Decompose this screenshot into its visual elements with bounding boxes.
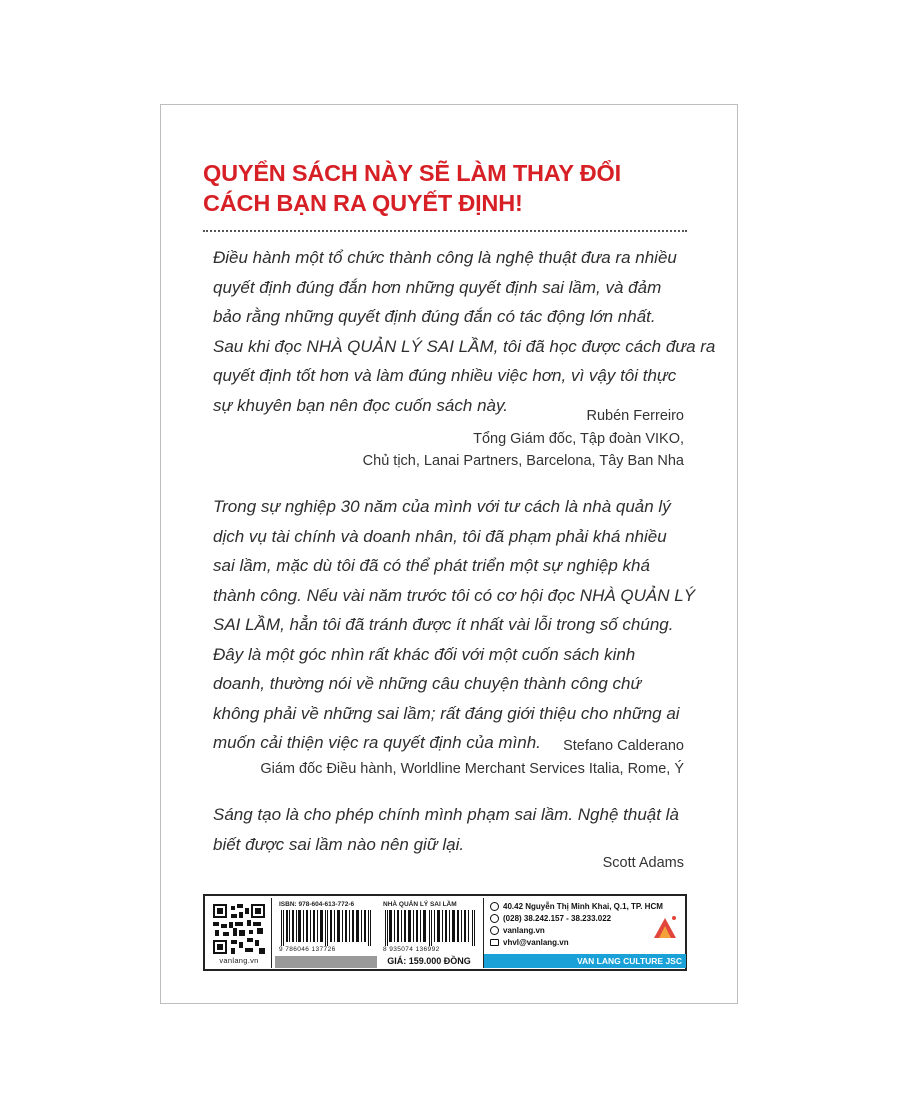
isbn-label: ISBN: 978-604-613-772-6: [279, 901, 355, 908]
qr-label: vanlang.vn: [219, 956, 259, 965]
qr-section: [207, 898, 272, 968]
quote-line: Trong sự nghiệp 30 năm của mình với tư cách là nhà quản lý: [213, 497, 671, 516]
email-row: [490, 938, 569, 947]
email-text: vhvl@vanlang.vn: [503, 938, 569, 947]
ean-barcode-icon: [383, 910, 479, 946]
quote-line: sai lầm, mặc dù tôi đã có thể phát triển một sự nghiệp khá: [213, 556, 650, 575]
quote-line: Sáng tạo là cho phép chính mình phạm sai lầm. Nghệ thuật là: [213, 805, 679, 824]
quote-line: sự khuyên bạn nên đọc cuốn sách này.: [213, 395, 508, 415]
quote-line: không phải về những sai lầm; rất đáng giới thiệu cho những ai: [213, 703, 680, 723]
quote-line: Sau khi đọc NHÀ QUẢN LÝ SAI LẦM, tôi đã học được cách đưa ra: [213, 336, 716, 356]
globe-icon: [490, 926, 499, 935]
quote-3: [213, 800, 691, 859]
website-text: vanlang.vn: [503, 926, 545, 935]
quote-line: Điều hành một tổ chức thành công là nghệ thuật đưa ra nhiều: [213, 248, 677, 267]
quote-line: Đây là một góc nhìn rất khác đối với một cuốn sách kinh: [213, 644, 636, 664]
company-bar: VAN LANG CULTURE JSC: [484, 954, 686, 968]
attribution-name: Stefano Calderano: [563, 738, 684, 754]
quote-line: doanh, thường nói về những câu chuyện thành công chứ: [213, 674, 642, 693]
info-strip: [203, 894, 687, 971]
location-pin-icon: [490, 902, 499, 911]
mail-icon: [490, 939, 499, 946]
attribution-1: [363, 405, 684, 473]
quote-line: thành công. Nếu vài năm trước tôi có cơ hội đọc NHÀ QUẢN LÝ: [213, 585, 696, 605]
quote-line: biết được sai lầm nào nên giữ lại.: [213, 834, 465, 854]
ean-number: 8 935074 136992: [383, 946, 440, 953]
isbn-number: 9 786046 137726: [279, 946, 336, 953]
address-text: 40.42 Nguyễn Thị Minh Khai, Q.1, TP. HCM: [503, 902, 663, 911]
attribution-line: Giám đốc Điều hành, Worldline Merchant Services Italia, Rome, Ý: [260, 760, 684, 777]
quote-line: bảo rằng những quyết định đúng đắn có tác động lớn nhất.: [213, 307, 656, 326]
headline-line-2: CÁCH BẠN RA QUYẾT ĐỊNH!: [203, 190, 523, 216]
quote-2: [213, 492, 696, 758]
quote-line: quyết định tốt hơn và làm đúng nhiều việc hơn, vì vậy tôi thực: [213, 366, 677, 385]
headline: [203, 158, 703, 218]
quote-line: quyết định đúng đắn hơn những quyết định sai lầm, và đảm: [213, 277, 662, 297]
contact-section: [483, 898, 686, 968]
isbn-barcode-icon: [279, 910, 375, 946]
attribution-line: Tổng Giám đốc, Tập đoàn VIKO,: [473, 430, 684, 447]
quote-line: SAI LẦM, hẳn tôi đã tránh được ít nhất vài lỗi trong số chúng.: [213, 615, 674, 634]
publisher-logo-icon: [650, 912, 680, 942]
address-row: [490, 902, 663, 911]
headline-line-1: QUYỂN SÁCH NÀY SẼ LÀM THAY ĐỔI: [203, 160, 621, 186]
quote-line: muốn cải thiện việc ra quyết định của mình.: [213, 733, 541, 752]
title-label: NHÀ QUẢN LÝ SAI LẦM: [383, 901, 457, 908]
quote-1: [213, 243, 716, 420]
dotted-divider: [203, 230, 687, 232]
phone-icon: [490, 914, 499, 923]
attribution-name: Scott Adams: [602, 855, 684, 871]
attribution-line: Chủ tịch, Lanai Partners, Barcelona, Tây Ban Nha: [362, 453, 684, 469]
barcode-section: [275, 898, 481, 968]
quote-line: dịch vụ tài chính và doanh nhân, tôi đã phạm phải khá nhiều: [213, 526, 667, 546]
attribution-3: [603, 852, 684, 875]
gray-bar: [275, 956, 377, 968]
qr-code-icon: [213, 904, 265, 954]
phone-row: [490, 914, 611, 923]
phone-text: (028) 38.242.157 - 38.233.022: [503, 914, 612, 923]
attribution-2: [260, 735, 684, 780]
website-row: [490, 926, 545, 935]
price-label: GIÁ: 159.000 ĐỒNG: [377, 954, 481, 968]
attribution-name: Rubén Ferreiro: [586, 408, 684, 424]
